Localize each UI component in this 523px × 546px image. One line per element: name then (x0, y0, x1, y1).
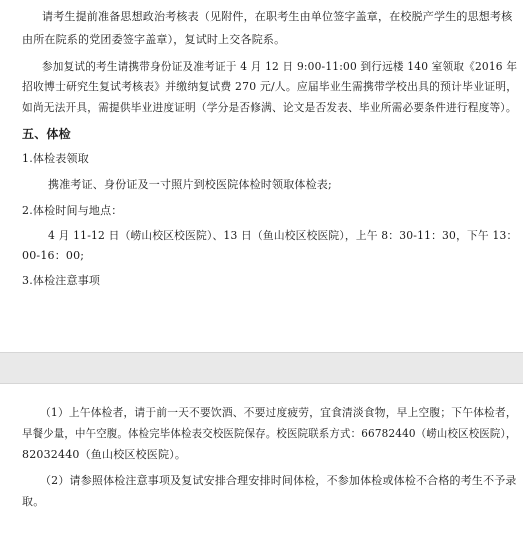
item1-body: 携准考证、身份证及一寸照片到校医院体检时领取体检表; (48, 178, 332, 191)
note1-line2: 早餐少量，中午空腹。体检完毕体检表交校医院保存。校医院联系方式：66782440（崂山校区校医院）， (22, 427, 517, 440)
note2-line1: （2）请参照体检注意事项及复试安排合理安排时间体检，不参加体检或体检不合格的考生不予录 (40, 474, 517, 487)
item2-body-line2: 00-16：00; (22, 249, 85, 262)
page-break (0, 352, 523, 384)
document-page-2 (0, 384, 523, 546)
item1-title: 1.体检表领取 (22, 152, 89, 165)
section-5-heading: 五、体检 (22, 127, 71, 141)
item3-title: 3.体检注意事项 (22, 274, 101, 287)
para1-line2: 由所在院系的党团委签字盖章），复试时上交各院系。 (22, 33, 286, 46)
para1-line1: 请考生提前准备思想政治考核表（见附件，在职考生由单位签字盖章，在校脱产学生的思想考核 (42, 10, 513, 23)
para2-line1: 参加复试的考生请携带身份证及准考证于 4 月 12 日 9:00-11:00 到行远楼 140 室领取《2016 年 (42, 60, 518, 73)
item2-body-line1: 4 月 11-12 日（崂山校区校医院）、13 日（鱼山校区校医院），上午 8：30-11：30，下午 13： (48, 229, 518, 242)
note1-line3: 82032440（鱼山校区校医院）。 (22, 448, 187, 461)
item2-title: 2.体检时间与地点： (22, 204, 123, 217)
para2-line2: 招收博士研究生复试考核表》并缴纳复试费 270 元/人。应届毕业生需携带学校出具的预计毕业证明， (22, 80, 518, 93)
note2-line2: 取。 (22, 495, 45, 508)
para2-line3: 如尚无法开具，需提供毕业进度证明（学分是否修满、论文是否发表、毕业所需必要条件进行程度等）。 (22, 101, 517, 114)
note1-line1: （1）上午体检者，请于前一天不要饮酒、不要过度疲劳，宜食清淡食物，早上空腹；下午体检者， (40, 406, 517, 419)
